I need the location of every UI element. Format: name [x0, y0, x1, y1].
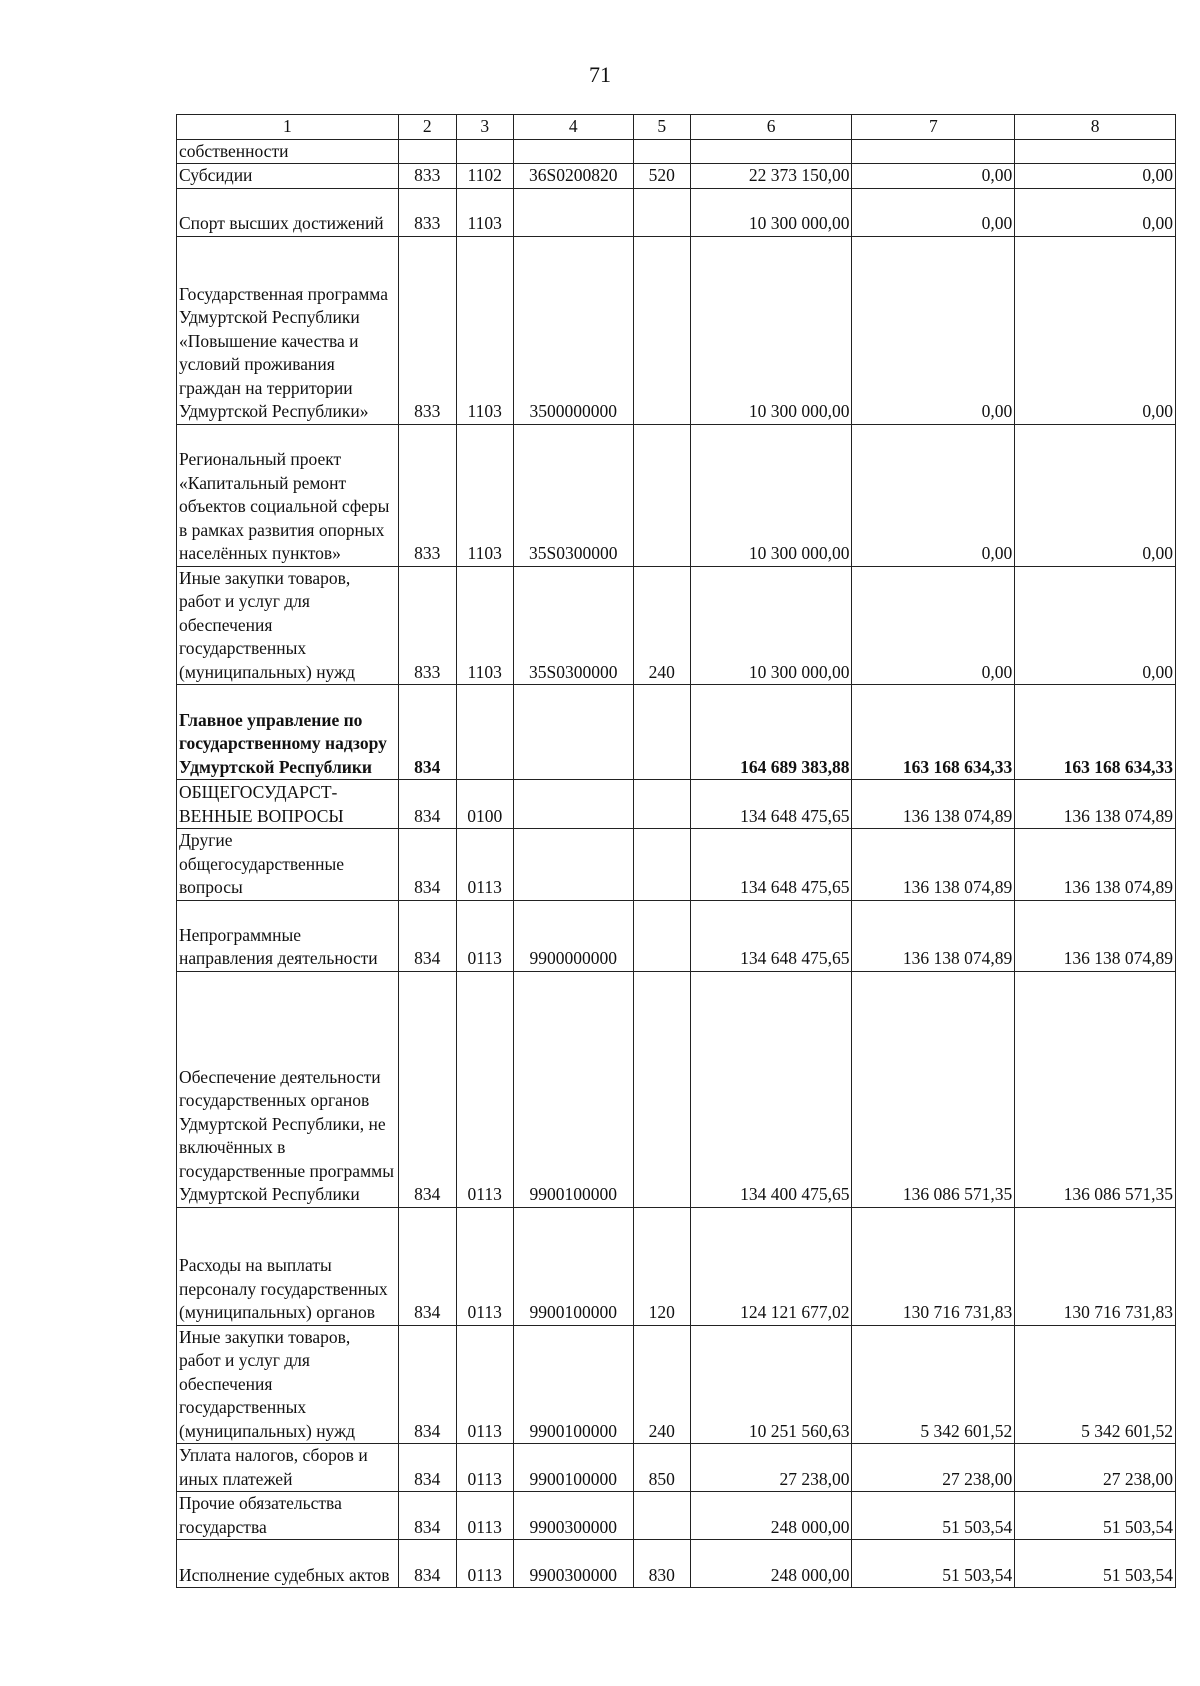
- cell-section: 1102: [456, 164, 513, 189]
- cell-expense-type: [633, 188, 690, 236]
- cell-target: 9900100000: [513, 971, 633, 1207]
- cell-ministry: 833: [398, 566, 456, 685]
- cell-expense-type: 120: [633, 1207, 690, 1325]
- cell-amount-7: 136 138 074,89: [852, 780, 1015, 829]
- cell-expense-type: [633, 424, 690, 566]
- cell-amount-8: 136 138 074,89: [1015, 900, 1176, 971]
- cell-amount-8: 0,00: [1015, 566, 1176, 685]
- cell-amount-8: 130 716 731,83: [1015, 1207, 1176, 1325]
- row-name: Исполнение судебных актов: [177, 1540, 399, 1588]
- table-row: [177, 188, 1176, 236]
- cell-amount-8: 27 238,00: [1015, 1444, 1176, 1492]
- column-header: 4: [513, 115, 633, 140]
- cell-section: 0113: [456, 1540, 513, 1588]
- cell-section: 0113: [456, 971, 513, 1207]
- cell-amount-7: 51 503,54: [852, 1540, 1015, 1588]
- column-header: 8: [1015, 115, 1176, 140]
- table-row: [177, 164, 1176, 189]
- cell-amount-7: 51 503,54: [852, 1492, 1015, 1540]
- cell-section: [456, 139, 513, 164]
- cell-amount-8: 136 138 074,89: [1015, 780, 1176, 829]
- cell-amount-7: [852, 139, 1015, 164]
- row-name: Иные закупки товаров, работ и услуг для обеспечения государственных (муниципальных) нужд: [177, 1325, 399, 1444]
- cell-amount-7: 0,00: [852, 188, 1015, 236]
- cell-target: 9900300000: [513, 1540, 633, 1588]
- cell-expense-type: [633, 829, 690, 901]
- row-name: Другие общегосударственные вопросы: [177, 829, 399, 901]
- cell-target: [513, 188, 633, 236]
- cell-expense-type: [633, 780, 690, 829]
- cell-expense-type: 830: [633, 1540, 690, 1588]
- column-header: 7: [852, 115, 1015, 140]
- cell-expense-type: [633, 1492, 690, 1540]
- cell-amount-7: 136 138 074,89: [852, 829, 1015, 901]
- row-name: Иные закупки товаров, работ и услуг для обеспечения государственных (муниципальных) нужд: [177, 566, 399, 685]
- row-name: Обеспечение деятельности государственных органов Удмуртской Республики, не включённых в государственные программы Удмуртской Республики: [177, 971, 399, 1207]
- cell-section: 1103: [456, 236, 513, 424]
- column-header: 5: [633, 115, 690, 140]
- cell-amount-7: 0,00: [852, 566, 1015, 685]
- cell-ministry: 834: [398, 900, 456, 971]
- row-name: Спорт высших достижений: [177, 188, 399, 236]
- cell-section: 1103: [456, 566, 513, 685]
- cell-amount-8: 0,00: [1015, 424, 1176, 566]
- table-row: [177, 1207, 1176, 1325]
- cell-amount-7: 0,00: [852, 164, 1015, 189]
- cell-amount-7: 0,00: [852, 424, 1015, 566]
- cell-amount-7: 163 168 634,33: [852, 685, 1015, 780]
- cell-target: 9900300000: [513, 1492, 633, 1540]
- cell-ministry: 834: [398, 971, 456, 1207]
- cell-amount-7: 0,00: [852, 236, 1015, 424]
- cell-amount-8: 5 342 601,52: [1015, 1325, 1176, 1444]
- cell-ministry: 834: [398, 685, 456, 780]
- cell-target: 35S0300000: [513, 566, 633, 685]
- cell-amount-6: 124 121 677,02: [690, 1207, 852, 1325]
- cell-target: 35S0300000: [513, 424, 633, 566]
- table-row: [177, 829, 1176, 901]
- cell-target: 9900100000: [513, 1207, 633, 1325]
- cell-target: 9900100000: [513, 1444, 633, 1492]
- cell-ministry: 834: [398, 1492, 456, 1540]
- cell-ministry: 833: [398, 236, 456, 424]
- cell-amount-6: 10 300 000,00: [690, 188, 852, 236]
- cell-ministry: 833: [398, 188, 456, 236]
- table-row: [177, 236, 1176, 424]
- row-name: Непрограммные направления деятельности: [177, 900, 399, 971]
- column-header: 3: [456, 115, 513, 140]
- cell-section: 1103: [456, 424, 513, 566]
- column-header: 1: [177, 115, 399, 140]
- table-row: [177, 780, 1176, 829]
- cell-section: 0113: [456, 1492, 513, 1540]
- cell-amount-6: 10 300 000,00: [690, 424, 852, 566]
- cell-amount-8: 51 503,54: [1015, 1540, 1176, 1588]
- cell-target: [513, 685, 633, 780]
- cell-section: 0113: [456, 900, 513, 971]
- cell-amount-6: 134 648 475,65: [690, 829, 852, 901]
- cell-expense-type: [633, 900, 690, 971]
- table-row: [177, 971, 1176, 1207]
- column-header: 6: [690, 115, 852, 140]
- cell-amount-6: 10 300 000,00: [690, 236, 852, 424]
- table-row: [177, 900, 1176, 971]
- cell-section: 1103: [456, 188, 513, 236]
- row-name: Главное управление по государственному надзору Удмуртской Республики: [177, 685, 399, 780]
- cell-section: 0113: [456, 1325, 513, 1444]
- table-row: [177, 566, 1176, 685]
- table-row: [177, 1540, 1176, 1588]
- cell-amount-6: 248 000,00: [690, 1492, 852, 1540]
- cell-target: 9900000000: [513, 900, 633, 971]
- cell-section: 0113: [456, 829, 513, 901]
- cell-amount-7: 27 238,00: [852, 1444, 1015, 1492]
- cell-amount-7: 136 138 074,89: [852, 900, 1015, 971]
- cell-ministry: 833: [398, 424, 456, 566]
- cell-amount-8: 0,00: [1015, 188, 1176, 236]
- cell-section: 0113: [456, 1444, 513, 1492]
- cell-amount-6: 134 648 475,65: [690, 780, 852, 829]
- row-name: Субсидии: [177, 164, 399, 189]
- cell-amount-8: [1015, 139, 1176, 164]
- cell-section: [456, 685, 513, 780]
- row-name: Расходы на выплаты персоналу государственных (муниципальных) органов: [177, 1207, 399, 1325]
- cell-amount-8: 163 168 634,33: [1015, 685, 1176, 780]
- cell-expense-type: 520: [633, 164, 690, 189]
- table-row: [177, 424, 1176, 566]
- cell-ministry: 834: [398, 1444, 456, 1492]
- cell-expense-type: 850: [633, 1444, 690, 1492]
- cell-target: 3500000000: [513, 236, 633, 424]
- cell-amount-6: 134 400 475,65: [690, 971, 852, 1207]
- cell-ministry: 834: [398, 1540, 456, 1588]
- cell-expense-type: 240: [633, 566, 690, 685]
- row-name: Прочие обязательства государства: [177, 1492, 399, 1540]
- row-name: Уплата налогов, сборов и иных платежей: [177, 1444, 399, 1492]
- row-name: собственности: [177, 139, 399, 164]
- cell-target: 9900100000: [513, 1325, 633, 1444]
- cell-expense-type: [633, 685, 690, 780]
- page-number: 71: [589, 62, 611, 87]
- cell-target: 36S0200820: [513, 164, 633, 189]
- cell-amount-6: [690, 139, 852, 164]
- table-row: [177, 1325, 1176, 1444]
- budget-table: [176, 114, 1176, 1588]
- cell-amount-6: 27 238,00: [690, 1444, 852, 1492]
- cell-ministry: 834: [398, 1207, 456, 1325]
- cell-amount-8: 136 086 571,35: [1015, 971, 1176, 1207]
- cell-expense-type: 240: [633, 1325, 690, 1444]
- cell-amount-6: 164 689 383,88: [690, 685, 852, 780]
- cell-ministry: 834: [398, 780, 456, 829]
- cell-section: 0113: [456, 1207, 513, 1325]
- header-row: [177, 115, 1176, 140]
- cell-amount-6: 248 000,00: [690, 1540, 852, 1588]
- cell-amount-6: 10 300 000,00: [690, 566, 852, 685]
- cell-amount-7: 130 716 731,83: [852, 1207, 1015, 1325]
- table-row: [177, 1492, 1176, 1540]
- cell-ministry: [398, 139, 456, 164]
- cell-amount-8: 0,00: [1015, 236, 1176, 424]
- cell-ministry: 834: [398, 829, 456, 901]
- row-name: ОБЩЕГОСУДАРСТ-ВЕННЫЕ ВОПРОСЫ: [177, 780, 399, 829]
- cell-amount-7: 136 086 571,35: [852, 971, 1015, 1207]
- cell-amount-6: 22 373 150,00: [690, 164, 852, 189]
- cell-amount-6: 10 251 560,63: [690, 1325, 852, 1444]
- table-row: [177, 685, 1176, 780]
- row-name: Региональный проект «Капитальный ремонт объектов социальной сферы в рамках развития опорных населённых пунктов»: [177, 424, 399, 566]
- cell-amount-7: 5 342 601,52: [852, 1325, 1015, 1444]
- cell-amount-8: 0,00: [1015, 164, 1176, 189]
- cell-target: [513, 829, 633, 901]
- cell-target: [513, 780, 633, 829]
- cell-target: [513, 139, 633, 164]
- cell-ministry: 833: [398, 164, 456, 189]
- cell-section: 0100: [456, 780, 513, 829]
- table-row: [177, 1444, 1176, 1492]
- cell-expense-type: [633, 139, 690, 164]
- column-header: 2: [398, 115, 456, 140]
- cell-expense-type: [633, 236, 690, 424]
- row-name: Государственная программа Удмуртской Республики «Повышение качества и условий проживания граждан на территории Удмуртской Республики»: [177, 236, 399, 424]
- cell-amount-6: 134 648 475,65: [690, 900, 852, 971]
- cell-amount-8: 51 503,54: [1015, 1492, 1176, 1540]
- cell-ministry: 834: [398, 1325, 456, 1444]
- table-row: [177, 139, 1176, 164]
- cell-amount-8: 136 138 074,89: [1015, 829, 1176, 901]
- cell-expense-type: [633, 971, 690, 1207]
